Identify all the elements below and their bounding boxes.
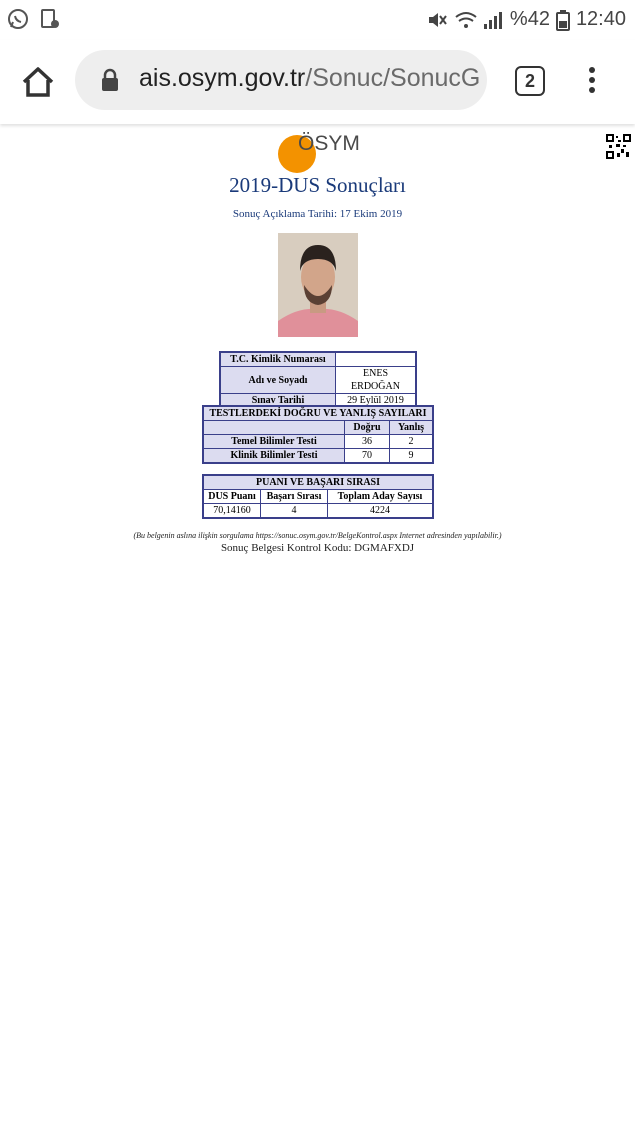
announce-date: Sonuç Açıklama Tarihi: 17 Ekim 2019 bbox=[232, 208, 403, 220]
exam-date-value: 29 Eylül 2019 bbox=[336, 394, 417, 409]
test-name: Klinik Bilimler Testi bbox=[203, 449, 345, 464]
control-code: Sonuç Belgesi Kontrol Kodu: DGMAFXDJ bbox=[220, 542, 415, 554]
screenshot-notification-icon bbox=[39, 8, 61, 30]
table-row bbox=[220, 367, 416, 394]
browser-toolbar bbox=[0, 40, 635, 124]
table-row bbox=[203, 504, 433, 519]
wrong-column-header: Yanlış bbox=[390, 421, 434, 435]
test-wrong: 9 bbox=[390, 449, 434, 464]
url-text bbox=[139, 64, 480, 93]
tc-label: T.C. Kimlik Numarası bbox=[220, 352, 336, 367]
dus-score-value: 70,14160 bbox=[203, 504, 261, 519]
verification-note: (Bu belgenin aslına ilişkin sorgulama https://sonuc.osym.gov.tr/BelgeKontrol.aspx Internet adresinden yapılabilir.) bbox=[133, 531, 502, 540]
table-row bbox=[203, 435, 433, 449]
table-row bbox=[203, 449, 433, 464]
tc-value bbox=[336, 352, 417, 367]
test-wrong: 2 bbox=[390, 435, 434, 449]
wifi-icon bbox=[454, 9, 476, 31]
score-table bbox=[202, 474, 434, 519]
correct-column-header: Doğru bbox=[345, 421, 390, 435]
tests-table bbox=[202, 405, 434, 464]
url-path: /Sonuc/SonucG bbox=[305, 64, 481, 92]
battery-percent: %42 bbox=[509, 8, 550, 30]
tests-blank-header bbox=[203, 421, 345, 435]
battery-icon bbox=[556, 9, 570, 31]
total-value: 4224 bbox=[328, 504, 434, 519]
tab-switcher-button[interactable]: 2 bbox=[515, 66, 545, 96]
candidate-photo bbox=[278, 233, 358, 337]
home-button[interactable] bbox=[18, 62, 58, 102]
dus-score-column-header: DUS Puanı bbox=[203, 490, 261, 504]
status-bar bbox=[0, 0, 635, 40]
signal-icon bbox=[482, 9, 504, 31]
clock: 12:40 bbox=[575, 8, 626, 30]
lock-icon bbox=[100, 68, 120, 92]
name-label: Adı ve Soyadı bbox=[220, 367, 336, 394]
page-content bbox=[0, 124, 635, 1129]
mute-icon bbox=[426, 9, 448, 31]
table-row bbox=[203, 406, 433, 421]
whatsapp-icon bbox=[7, 8, 29, 30]
table-row bbox=[203, 421, 433, 435]
test-correct: 36 bbox=[345, 435, 390, 449]
url-domain: ais.osym.gov.tr bbox=[139, 64, 306, 92]
home-icon bbox=[18, 62, 58, 102]
menu-dot bbox=[589, 87, 595, 93]
table-row bbox=[203, 475, 433, 490]
menu-dot bbox=[589, 77, 595, 83]
name-value: ENES ERDOĞAN bbox=[336, 367, 417, 394]
test-name: Temel Bilimler Testi bbox=[203, 435, 345, 449]
identity-table bbox=[219, 351, 417, 409]
test-correct: 70 bbox=[345, 449, 390, 464]
page-title: 2019-DUS Sonuçları bbox=[229, 173, 406, 197]
rank-value: 4 bbox=[261, 504, 328, 519]
tests-header: TESTLERDEKİ DOĞRU VE YANLIŞ SAYILARI bbox=[203, 406, 433, 421]
menu-dot bbox=[589, 67, 595, 73]
table-row bbox=[203, 490, 433, 504]
exam-date-label: Sınav Tarihi bbox=[220, 394, 336, 409]
qr-code bbox=[606, 134, 631, 159]
rank-column-header: Başarı Sırası bbox=[261, 490, 328, 504]
total-column-header: Toplam Aday Sayısı bbox=[328, 490, 434, 504]
table-row bbox=[220, 352, 416, 367]
score-header: PUANI VE BAŞARI SIRASI bbox=[203, 475, 433, 490]
address-bar[interactable] bbox=[75, 50, 487, 110]
more-menu-button[interactable] bbox=[582, 64, 602, 100]
osym-logo bbox=[276, 129, 366, 173]
logo-text: ÖSYM bbox=[298, 132, 360, 155]
